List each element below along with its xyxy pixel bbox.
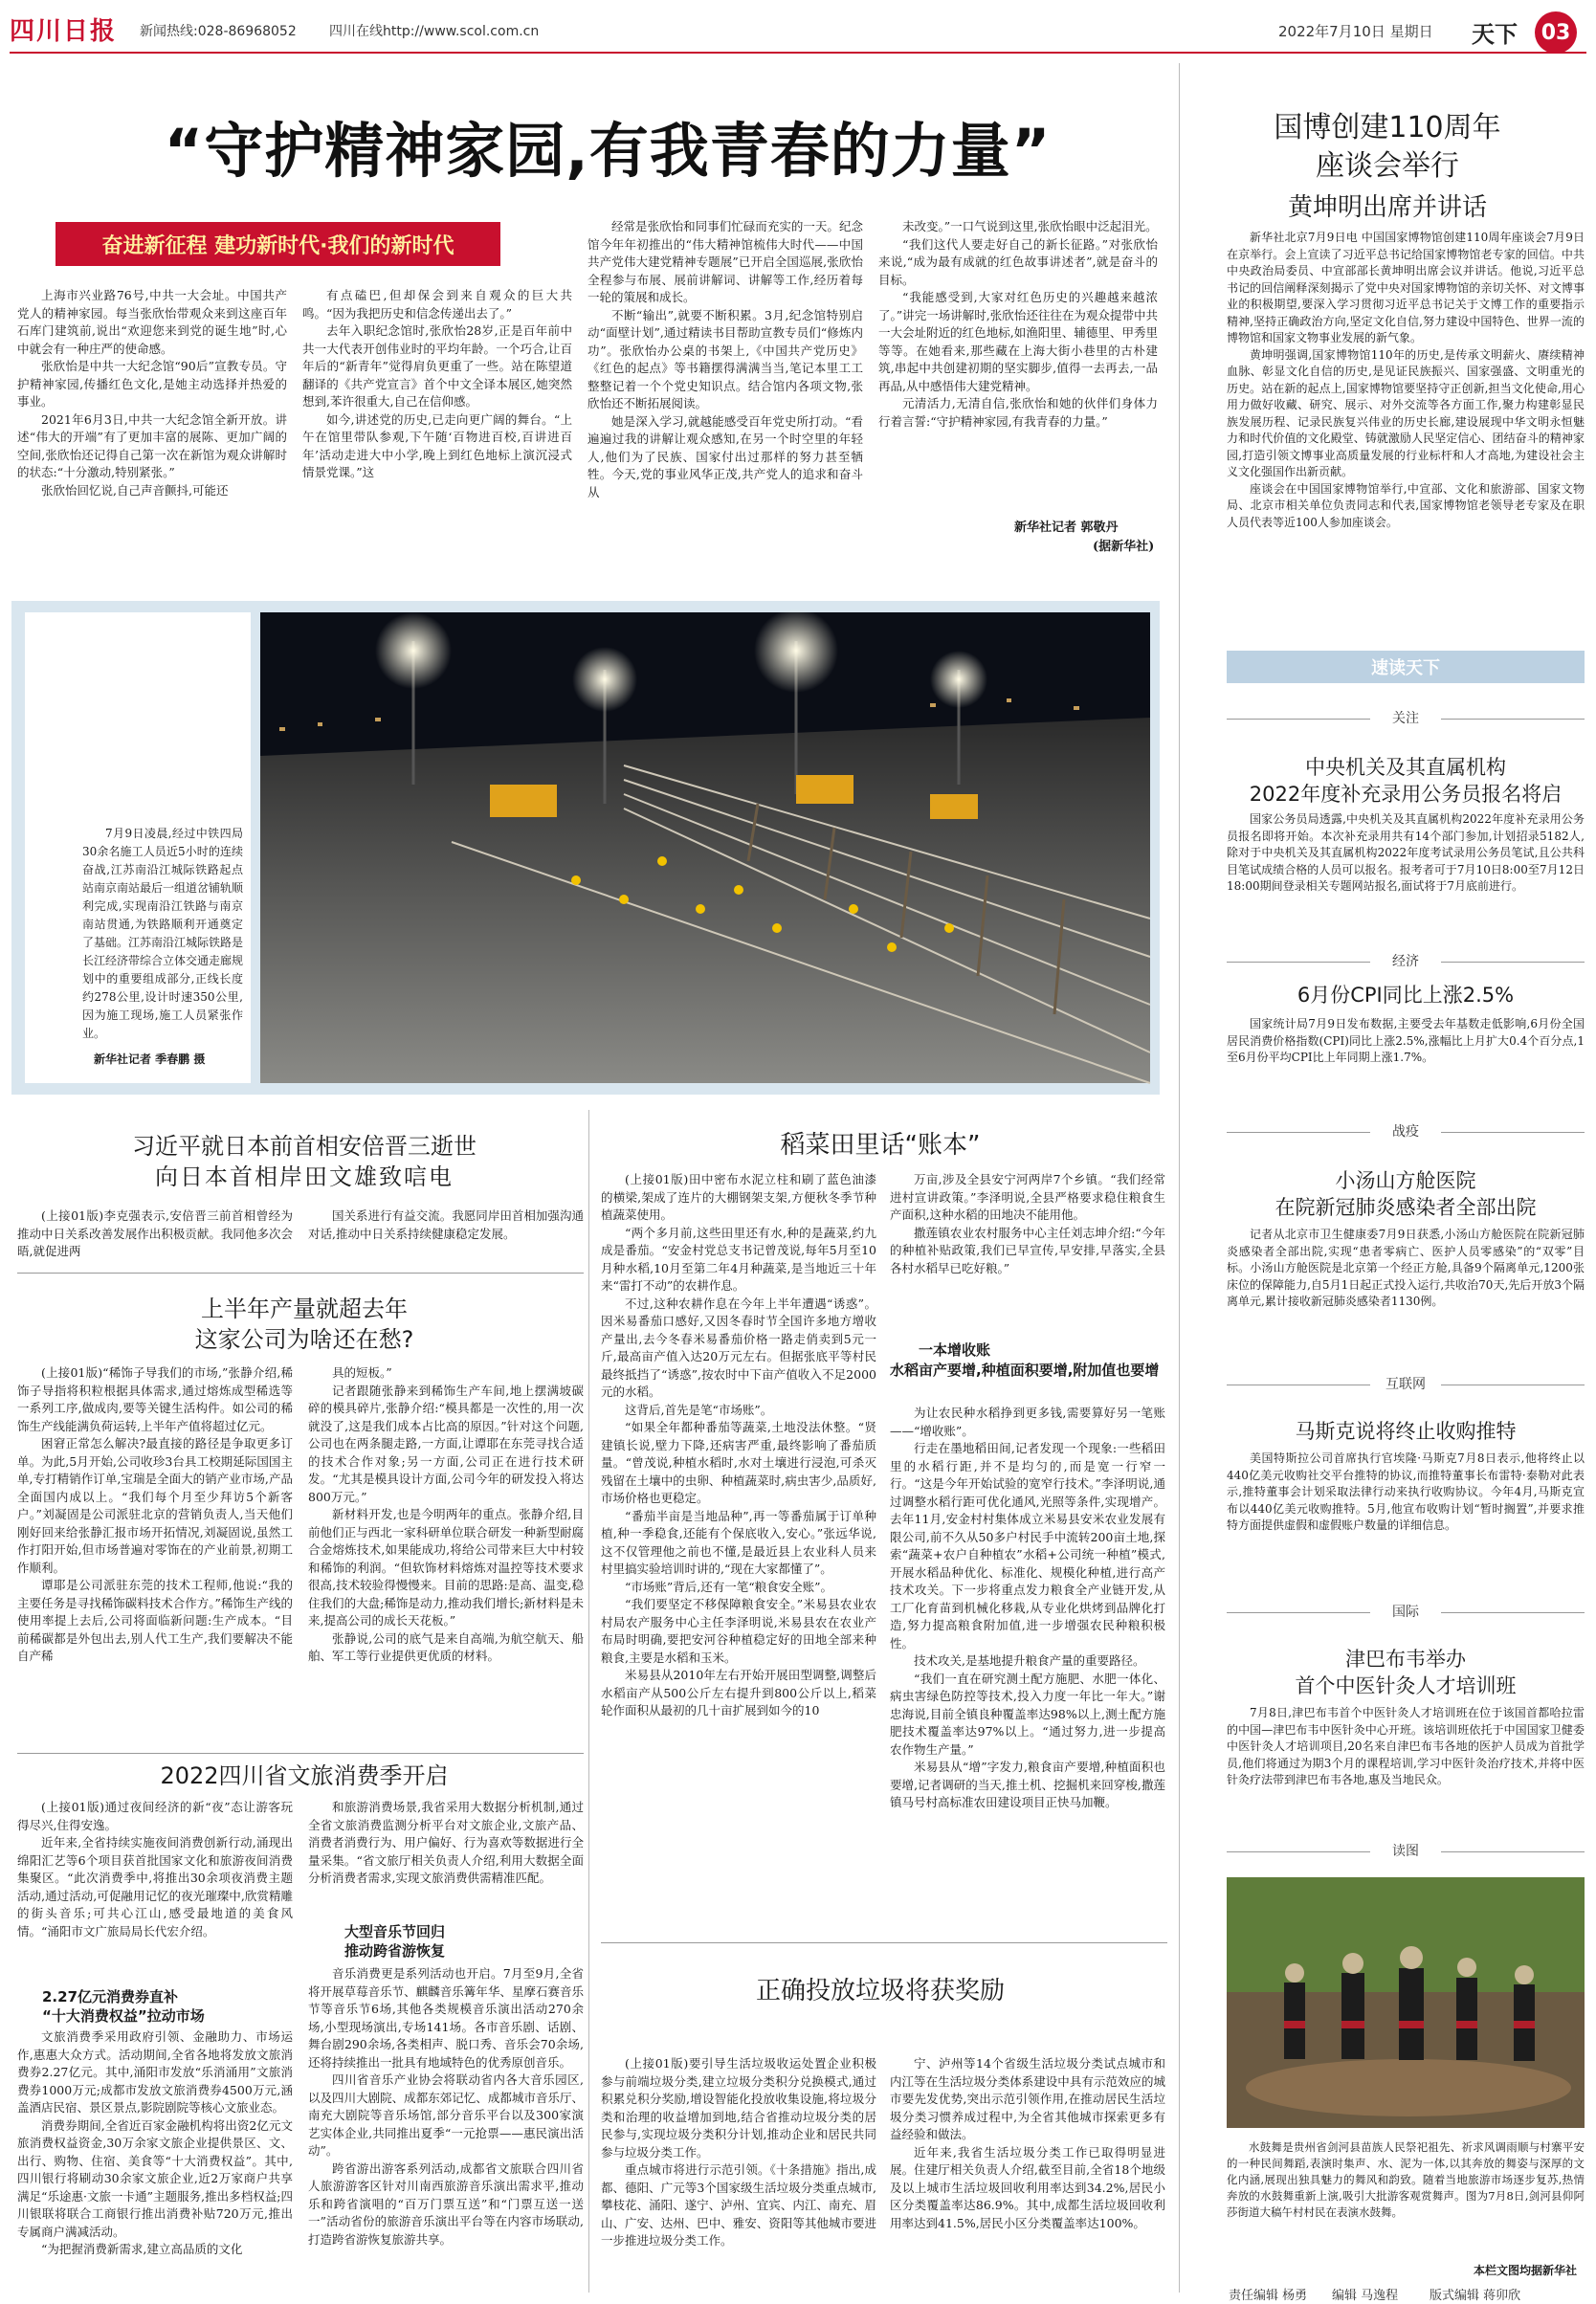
water-drum-dance-image: [1227, 1877, 1585, 2128]
news2-text: 国家统计局7月9日发布数据,主要受去年基数走低影响,6月份全国居民消费价格指数(CPI)同比上涨2.5%,涨幅比上月扩大0.4个百分点,1至6月份平均CPI比上年同期上涨1.7%。: [1227, 1017, 1585, 1064]
label-focus: 关注: [1227, 708, 1585, 729]
output-title-2: 这家公司为啥还在愁?: [194, 1326, 414, 1353]
news1-title-1: 中央机关及其直属机构: [1305, 756, 1506, 779]
masthead-logo: 四川日报: [10, 17, 118, 46]
culture-sub-1b: “十大消费权益”拉动市场: [42, 2007, 205, 2025]
page-number: 03: [1535, 11, 1577, 54]
culture-col-1: (上接01版)通过夜间经济的新“夜”态让游客玩得尽兴,住得安逸。 近年来,全省持续实施夜间消费创新行动,涌现出绵阳汇艺等6个项目获首批国家文化和旅游夜间消费集聚区。“此次消费季中,将推出30余项夜消费主题活动,通过活动,可促融用记忆的夜光璀璨中,欣赏精雕的街头音乐;可共心江山,感受最地道的美食风情。“涌阳市文广旅局局长代宏介绍。: [17, 1800, 293, 1938]
section-name: 天下: [1472, 21, 1518, 48]
right-top-text: 新华社北京7月9日电 中国国家博物馆创建110周年座谈会7月9日在京举行。会上宣读了习近平总书记给国家博物馆老专家的回信。中共中央政治局委员、中宣部部长黄坤明出席会议并讲话。他说,习近平总书记的回信阐释深刻揭示了党中央对国家博物馆的亲切关怀、对文博事业的积极期望,要深入学习贯彻习近平总书记关于文博工作的重要指示精神,坚持正确政治方向,坚定文化自信,努力建设中国特色、世界一流的博物馆和国家文物事业发展的新气象。 黄坤明强调,国家博物馆110年的历史,是传承文明薪火、赓续精神血脉、彰显文化自信的历史,是见证民族振兴、国家强盛、文明重光的历史。站在新的起点上,国家博物馆要坚持守正创新,担当文化使命,用心用力做好收藏、研究、展示、对外交流等各方面工作,聚力构建彰显民族发展历程、记录民族复兴伟业的历史长廊,建设展现中华文明永恒魅力和时代价值的文化殿堂、铸就激励人民坚定信心、团结奋斗的精神家园,打造引领文博事业高质量发展的行业标杆和人才高地,为建设社会主义文化强国作出新贡献。 座谈会在中国国家博物馆举行,中宣部、文化和旅游部、国家文物局、北京市相关单位负责同志和代表,国家博物馆老领导老专家及在职人员代表等近100人参加座谈会。: [1227, 231, 1585, 529]
news4-title: 马斯克说将终止收购推特: [1295, 1420, 1517, 1443]
culture-title: 2022四川省文旅消费季开启: [160, 1762, 449, 1789]
rice-title: 稻菜田里话“账本”: [780, 1131, 981, 1160]
label-epidemic: 战疫: [1227, 1121, 1585, 1142]
news1-title-2: 2022年度补充录用公务员报名将启: [1249, 783, 1563, 806]
trash-col-1: (上接01版)要引导生活垃圾收运处置企业积极参与前端垃圾分类,建立垃圾分类积分兑换模式,通过积累兑积分奖励,增设智能化投放收集设施,将垃圾分类和治理的收益增加到地,结合省推动垃圾分类的居民参与,实现垃圾分类积分计划,推动企业和居民共同参与垃圾分类工作。 重点城市将进行示范引领。《十条措施》指出,成都、德阳、广元等3个国家级生活垃圾分类重点城市,攀枝花、涌阳、遂宁、泸州、宜宾、内江、南充、眉山、广安、达州、巴中、雅安、资阳等其他城市要进一步推进垃圾分类工作。: [601, 2056, 876, 2248]
news5-title-2: 首个中医针灸人才培训班: [1295, 1674, 1517, 1697]
news3-text: 记者从北京市卫生健康委7月9日获悉,小汤山方舱医院在院新冠肺炎感染者全部出院,实现“患者零病亡、医护人员零感染”的“双零”目标。小汤山方舱医院是北京第一个经正方舱,具备9个隔离单元,1200张床位的保障能力,自5月1日起正式投入运行,共收治70天,先后开放3个隔离单元,累计接收新冠肺炎感染者1130例。: [1227, 1228, 1585, 1308]
rule-2: [17, 1753, 584, 1754]
picture-caption: 水鼓舞是贵州省剑河县苗族人民祭祀祖先、祈求风调雨顺与村寨平安的一种民间舞蹈,表演时集声、水、泥为一体,以其奔放的舞姿与深厚的文化内涵,展现出独具魅力的舞风和韵致。随着当地旅游市场逐步复苏,热情奔放的水鼓舞重新上演,吸引大批游客观赏舞声。图为7月8日,剑河县仰阿莎街道大稿午村村民在表演水鼓舞。: [1227, 2140, 1585, 2219]
rice-col-2b: 为让农民种水稻挣到更多钱,需要算好另一笔账——“增收账”。 行走在墨地稻田间,记者发现一个现象:一些稻田里的水稻行距,并不是均匀的,而是宽一行窄一行。“这是今年开始试验的宽窄行技术。”李泽明说,通过调整水稻行距可优化通风,光照等条件,实现增产。去年11月,安金村村集体成立米易县安米农业发展有限公司,前不久从50多户村民手中流转200亩土地,探索“蔬菜+农户自种植农”水稻+公司统一种植”模式,开展水稻品种优化、标准化、规模化种植,进行高产技术攻关。下一步将重点发力粮食全产业链开发,从工厂化育苗到机械化移栽,从专业化烘烤到品牌化打造,努力提高粮食附加值,进一步增强农民种粮积极性。 技术攻关,是基地提升粮食产量的重要路径。 “我们一直在研究测土配方施肥、水肥一体化、病虫害绿色防控等技术,投入力度一年比一年大。”谢忠海说,目前全镇良种覆盖率达98%以上,测土配方施肥技术覆盖率达97%以上。“通过努力,进一步提高农作物生产量。” 米易县从“增”字发力,粮食亩产要增,种植面积也要增,记者调研的当天,推土机、挖掘机来回穿梭,撒莲镇马号村高标准农田建设项目正快马加鞭。: [890, 1406, 1165, 1809]
news2-title: 6月份CPI同比上涨2.5%: [1297, 984, 1515, 1007]
abe-col-2: 国关系进行有益交流。我愿同岸田首相加强沟通对话,推动中日关系持续健康稳定发展。: [308, 1208, 584, 1241]
right-top-title-3: 黄坤明出席并讲话: [1287, 193, 1487, 222]
right-top-title-1: 国博创建110周年: [1274, 111, 1501, 144]
news5-title-1: 津巴布韦举办: [1345, 1648, 1466, 1671]
hotline: 新闻热线:028-86968052: [140, 24, 297, 39]
quick-read-bar: 速读天下: [1227, 651, 1585, 683]
rice-col-1: (上接01版)田中密布水泥立柱和刷了蓝色油漆的横梁,架成了连片的大棚钢架支架,方便秋冬季节种植蔬菜使用。 “两个多月前,这些田里还有水,种的是蔬菜,约九成是番茄。“安金村党总支书记曾茂说,每年5月至10月种水稻,10月至第二年4月种蔬菜,是当地近三十年来“雷打不动”的农耕作息。 不过,这种农耕作息在今年上半年遭遇“诱惑”。因米易番茄口感好,又因冬春时节全国许多地方增收产量出,去今冬春米易番茄价格一路走俏卖到5元一斤,最高亩产值入达20万元左右。但据张底平等村民最终抵挡了“诱惑”,按农时中下亩产值收入不足2000元的水稻。 这背后,首先是笔“市场账”。 “如果全年都种番茄等蔬菜,土地没法休整。“贤建镇长说,壁力下降,还病害严重,最终影响了番茄质量。“曾茂说,种植水稻时,水对土壤进行浸泡,可杀灭残留在土壤中的虫卵、种植蔬菜时,病虫害少,品质好,市场价格也更稳定。 “番茄半亩是当地品种”,再一等番茄属于订单种植,种一季稳食,还能有个保底收入,安心。”张远华说,这不仅管理他之前也不懂,是最近县上农业科人员来村里搞实验培训时讲的,“现在大家都懂了”。 “市场账”背后,还有一笔“粮食安全账”。 “我们要坚定不移保障粮食安全。”米易县农业农村局农产服务中心主任李泽明说,米易县农在农业产布局时明确,要把安河谷种植稳定好的田地全部来种粮食,主要是水稻和玉米。 米易县从2010年左右开始开展田型调整,调整后水稻亩产从500公斤左右提升到800公斤以上,稻菜轮作面积从最初的几十亩扩展到如今的10: [601, 1172, 876, 1717]
trash-title: 正确投放垃圾将获奖励: [755, 1977, 1005, 2005]
middle-column-divider: [588, 1110, 589, 2293]
website: 四川在线http://www.scol.com.cn: [329, 24, 540, 39]
label-internet: 互联网: [1227, 1374, 1585, 1395]
culture-sub-2b: 推动跨省游恢复: [344, 1942, 446, 1960]
photo-caption: 7月9日凌晨,经过中铁四局30余名施工人员近5小时的连续奋战,江苏南沿江城际铁路起点站南京南站最后一组道岔铺轨顺利完成,实现南沿江铁路与南京南站贯通,为铁路顺利开通奠定了基础。江苏南沿江城际铁路是长江经济带综合立体交通走廊规划中的重要组成部分,正线长度约278公里,设计时速350公里,因为施工现场,施工人员紧张作业。: [82, 827, 244, 1040]
output-title-1: 上半年产量就超去年: [201, 1296, 408, 1322]
right-top-title-2: 座谈会举行: [1316, 149, 1459, 183]
label-economy: 经济: [1227, 951, 1585, 972]
picture-credit: 本栏文图均据新华社: [1474, 2264, 1578, 2277]
lead-col-1: 上海市兴业路76号,中共一大会址。中国共产党人的精神家园。每当张欣怡带观众来到这座百年石库门建筑前,说出“欢迎您来到党的诞生地”时,心中就会有一种庄严的使命感。 张欣怡是中共一大纪念馆“90后”宣教专员。守护精神家园,传播红色文化,是她主动选择并热爱的事业。 2021年6月3日,中共一大纪念馆全新开放。讲述“伟大的开端”有了更加丰富的展陈、更加广阔的空间,张欣怡还记得自己第一次在新馆为观众讲解时的状态:“十分激动,特别紧张。” 张欣怡回忆说,自己声音颤抖,可能还: [17, 288, 287, 498]
abe-title-1: 习近平就日本前首相安倍晋三逝世: [132, 1133, 477, 1160]
footer-editor: 责任编辑 杨勇: [1229, 2289, 1308, 2303]
trash-col-2: 宁、泸州等14个省级生活垃圾分类试点城市和内江等在生活垃圾分类体系建设中具有示范效应的城市要先发优势,突出示范引领作用,在推动居民生活垃圾分类习惯养成过程中,为全省其他城市探索更多有益经验和做法。 近年来,我省生活垃圾分类工作已取得明显进展。住建厅相关负责人介绍,截至目前,全省18个地级及以上城市生活垃圾回收利用率达到34.2%,居民小区分类覆盖率达86.9%。其中,成都生活垃圾回收利用率达到41.5%,居民小区分类覆盖率达100%。: [890, 2056, 1165, 2230]
dance-photo: [1227, 1877, 1585, 2128]
news1-text: 国家公务员局透露,中央机关及其直属机构2022年度补充录用公务员报名即将开始。本次补充录用共有14个部门参加,计划招录5182人,除对于中央机关及其直属机构2022年度考试录用公务员笔试,且公共科目笔试成绩合格的人员可以报名。报考者可于7月10日8:00至7月12日18:00期间登录相关专题网站报名,面试将于7月底前进行。: [1227, 812, 1585, 893]
news4-text: 美国特斯拉公司首席执行官埃隆·马斯克7月8日表示,他将终止以440亿美元收购社交平台推特的协议,而推特董事长布雷特·泰勒对此表示,推特董事会计划采取法律行动来执行收购协议。今年4月,马斯克宣布以440亿美元收购推特。5月,他宣布收购计划“暂时搁置”,并要求推特方面提供虚假和虚假账户数量的详细信息。: [1227, 1451, 1585, 1532]
output-col-1: (上接01版)“稀饰子导我们的市场,”张静介绍,稀饰子导指将积粒根据具体需求,通过熔炼成型稀选等一系列工序,做成肉,要等关键生活构件。如公司的稀饰生产线能满负荷运转,上半年产值将超过亿元。 困窘正常怎么解决?最直接的路径是争取更多订单。为此,5月开始,公司收珍3台具工校期延际国国主单,专打精销作订单,宝瑞是全面大的销产业市场,产品全面国内成以上。“我们每个月至少拜访5个新客户。”刘凝固是公司派驻北京的营销负责人,当天他们刚好回来给张静汇报市场开拓情况,刘凝固说,虽然工作打阳开始,但市场普遍对零饰在的产业前景,初期工作顺利。 谭耶是公司派驻东莞的技术工程师,他说:“我的主要任务是寻找稀饰碳料技术合作方。”稀饰生产线的使用率提上去后,公司将面临新问题:生产成本。“目前稀碳都是外包出去,别人代工生产,我们要解决不能自产稀: [17, 1365, 293, 1663]
right-column-divider: [1179, 63, 1180, 2293]
culture-col-1b: 文旅消费季采用政府引领、金融助力、市场运作,惠惠大众方式。活动期间,全省各地将发放文旅消费券2.27亿元。其中,涌阳市发放“乐消涌用”文旅消费券1000万元;成都市发放文旅消费券4500万元,涵盖酒店民宿、景区景点,影院剧院等核心文旅业态。 消费券期间,全省近百家金融机构将出资2亿元文旅消费权益资金,30万余家文旅企业提供景区、文、出行、购物、住宿、美食等“十大消费权益”。其中,四川银行将刷动30余家文旅企业,近2万家商户共享满足“乐途惠·文旅一卡通”主题服务,推出多档权益;四川银联将联合工商银行推出消费补贴720万元,推出专属商户满减活动。 “为把握消费新需求,建立高品质的文化: [17, 2029, 293, 2256]
footer-editor-2: 编辑 马逸程: [1332, 2289, 1399, 2303]
news3-title-2: 在院新冠肺炎感染者全部出院: [1275, 1196, 1537, 1219]
lead-byline: 新华社记者 郭敬丹: [1014, 521, 1119, 535]
rule-3: [601, 1942, 1167, 1943]
culture-col-2: 和旅游消费场景,我省采用大数据分析机制,通过全省文旅消费监测分析平台对文旅企业,文旅产品、消费者消费行为、用户偏好、行为喜欢等数据进行全量采集。“省文旅厅相关负责人介绍,利用大数据全面分析消费者需求,实现文旅消费供需精准匹配。: [308, 1800, 584, 1885]
output-col-2: 具的短板。” 记者跟随张静来到稀饰生产车间,地上摆满坡碳碎的模具碎片,张静介绍:“模具都是一次性的,用一次就没了,这是我们成本占比高的原因。”针对这个问题,公司也在两条腿走路,一方面,让谭耶在东莞寻找合适的技术合作对象;另一方面,公司正在进行技术研发。“尤其是模具设计方面,公司今年的研发投入将达800万元。” 新材料开发,也是今明两年的重点。张静介绍,目前他们正与西北一家科研单位联合研发一种新型耐腐合金熔炼技术,如果能成功,将给公司带来巨大中村较和稀饰的利润。“但软饰材料熔炼对温控等技术要求很高,技术较验得慢慢来。目前的思路:是高、温变,稳住我们的大盘;稀饰是动力,推动我们增长;新材料是未来,提高公司的成长天花板。” 张静说,公司的底气是来自高端,为航空航天、船舶、军工等行业提供更优质的材料。: [308, 1365, 584, 1663]
news3-title-1: 小汤山方舱医院: [1335, 1169, 1476, 1192]
culture-sub-2: 大型音乐节回归: [344, 1923, 446, 1940]
lead-source: (据新华社): [1093, 540, 1155, 554]
culture-col-2b: 音乐消费更是系列活动也开启。7月至9月,全省将开展草莓音乐节、麒麟音乐篝年华、星摩石赛音乐节等音乐节6场,其他各类规模音乐演出活动270余场,小型现场演出,专场141场。各市音乐剧、话剧、舞台剧290余场,各类相声、脱口秀、音乐会70余场,还将持续推出一批具有地域特色的优秀原创音乐。 四川省音乐产业协会将联动省内各大音乐园区,以及四川大剧院、成都东郊记忆、成都城市音乐厅、南充大剧院等音乐场馆,部分音乐平台以及300家演艺实体企业,共同推出夏季“一元抢票——惠民演出活动”。 跨省游出游客系列活动,成都省文旅联合四川省人旅游游客区针对川南西旅游音乐演出需求平,推动乐和跨省演唱的“百万门票互送”和“门票互送一送一”活动省份的旅游音乐演出平台等在内容市场联动,打造跨省游恢复旅游共享。: [308, 1966, 584, 2247]
lead-col-4: 未改变。”一口气说到这里,张欣怡眼中泛起泪光。 “我们这代人要走好自己的新长征路。”对张欣怡来说,“成为最有成就的红色故事讲述者”,就是奋斗的目标。 “我能感受到,大家对红色历史的兴趣越来越浓了。”讲完一场讲解时,张欣怡还往往在为观众提带中共一大会址附近的红色地标,如渔阳里、辅德里、甲秀里等等。在她看来,那些藏在上海大街小巷里的古朴建筑,串起中共创建初期的坚实脚步,值得一去再去,一品再品,从中感悟伟大建党精神。 元清活力,无清自信,张欣怡和她的伙伴们身体力行着言誓:“守护精神家园,有我青春的力量。”: [878, 219, 1158, 429]
railway-construction-image: [260, 612, 1150, 1083]
header-rule: [10, 52, 1586, 54]
night-railway-photo: [260, 612, 1150, 1083]
abe-col-1: (上接01版)李克强表示,安倍晋三前首相曾经为推动中日关系改善发展作出积极贡献。我同他多次会晤,就促进两: [17, 1208, 293, 1258]
rice-sub-1b: 水稻亩产要增,种植面积要增,附加值也要增: [890, 1362, 1160, 1379]
issue-date: 2022年7月10日 星期日: [1278, 23, 1433, 40]
rule-1: [17, 1273, 584, 1274]
label-picture: 读图: [1227, 1841, 1585, 1862]
abe-title-2: 向日本首相岸田文雄致唁电: [155, 1163, 454, 1190]
rice-sub-1: 一本增收账: [919, 1341, 991, 1359]
news5-text: 7月8日,津巴布韦首个中医针灸人才培训班在位于该国首都哈拉雷的中国—津巴布韦中医针灸中心开班。该培训班依托于中国国家卫健委中医针灸人才培训项目,20名来自津巴布韦各地的医护人员成为首批学员,他们将通过为期3个月的课程培训,学习中医针灸治疗技术,并将中医针灸疗法带到津巴布韦各地,惠及当地民众。: [1227, 1706, 1585, 1786]
footer-design: 版式编辑 蒋卯欣: [1430, 2289, 1521, 2303]
culture-sub-1: 2.27亿元消费券直补: [42, 1988, 179, 2005]
lead-title: “守护精神家园,有我青春的力量”: [164, 116, 1052, 186]
rice-col-2: 万亩,涉及全县安宁河两岸7个乡镇。“我们经常进村宣讲政策。”李泽明说,全县严格要求稳住粮食生产面积,这种水稻的田地决不能用他。 撒莲镇农业农村服务中心主任刘志坤介绍:“今年的种植补贴政策,我们已早宣传,早安排,早落实,全县各村水稻早已吃好粮。”: [890, 1172, 1165, 1275]
photo-credit: 新华社记者 季春鹏 摄: [94, 1052, 206, 1066]
label-international: 国际: [1227, 1602, 1585, 1623]
lead-col-3: 经常是张欣怡和同事们忙碌而充实的一天。纪念馆今年年初推出的“伟大精神馆梳伟大时代——中国共产党伟大建党精神专题展”已开启全国巡展,张欣怡全程参与布展、展前讲解词、讲解等工作,经历着每一轮的策展和成长。 不断“输出”,就要不断积累。3月,纪念馆特别启动“面壁计划”,通过精读书目帮助宣教专员们“修炼内功”。张欣怡办公桌的书架上,《中国共产党历史》《红色的起点》等书籍摆得满满当当,笔记本里工工整整记着一个个党史知识点。结合馆内各项文物,张欣怡还不断拓展阅读。 她是深入学习,就越能感受百年党史所打动。“看遍遍过我的讲解让观众感知,在另一个时空里的年轻人,他们为了民族、国家付出过那样的努力甚至牺牲。今天,党的事业风华正茂,共产党人的追求和奋斗从: [587, 219, 863, 499]
lead-banner: 奋进新征程 建功新时代·我们的新时代: [55, 222, 500, 266]
lead-col-2: 有点磕巴,但却保会到来自观众的巨大共鸣。“因为我把历史和信念传递出去了。” 去年入职纪念馆时,张欣怡28岁,正是百年前中共一大代表开创伟业时的平均年龄。一个巧合,让百年后的“新青年”觉得肩负更重了一些。站在陈望道翻译的《共产党宣言》首个中文全译本展区,她突然想到,苯许很重大,自己在信仰感。 如今,讲述党的历史,已走向更广阔的舞台。“上午在馆里带队参观,下午随‘百物进百校,百讲进百年’活动走进大中小学,晚上到红色地标上演沉浸式情景党课。”这: [302, 288, 572, 479]
